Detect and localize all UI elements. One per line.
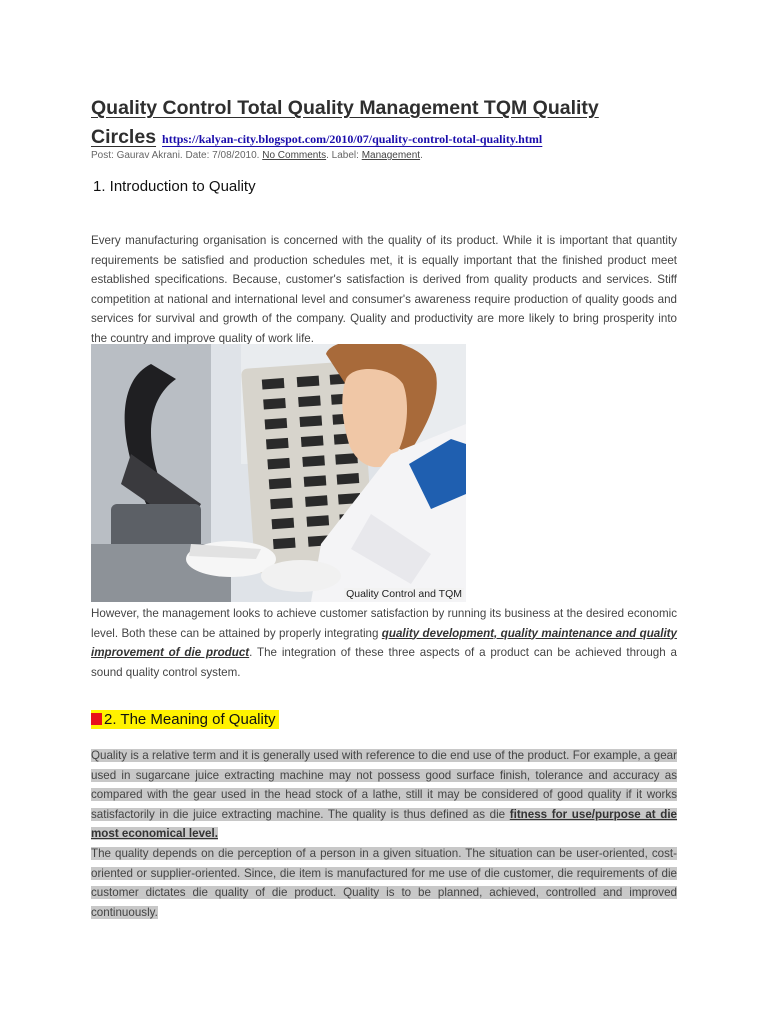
section-heading-meaning-text: 2. The Meaning of Quality bbox=[104, 711, 276, 728]
integration-text-before: However, the management looks to achieve customer satisfaction by running its business at the desired economic level. Both these can be attained by properly integrating bbox=[91, 607, 677, 640]
meaning-emphasis: fitness for use/purpose at die most economical level. bbox=[91, 807, 678, 840]
intro-paragraph: Every manufacturing organisation is concerned with the quality of its product. While it is important that quantity requirements be satisfied and production schedules met, it is equally important that the finished product meet established specifications. Because, customer's satisfaction is derived from quality products and services. Stiff competition at national and international level and consumer's awareness require production of quality goods and services for survival and growth of the company. Quality and productivity are more likely to bring prosperity into the country and improve quality of work life. bbox=[91, 234, 677, 345]
meaning-text-before: Quality is a relative term and it is generally used with reference to die end use of the product. For example, a gear used in sugarcane juice extracting machine may not possess good surface finish, tolerance and accuracy as compared with the gear used in the head stock of a lathe, still it may be considered of good quality if it works satisfactorily in die juice extracting machine. The quality is thus defined as die bbox=[91, 749, 677, 821]
meaning-paragraph-2 bbox=[91, 844, 677, 922]
title-line-1: Quality Control Total Quality Management TQM Quality bbox=[91, 97, 599, 119]
section-heading-introduction: 1. Introduction to Quality bbox=[93, 178, 256, 195]
page-title bbox=[91, 94, 691, 154]
title-line-2: Circles bbox=[91, 126, 157, 148]
quality-inspection-photo bbox=[91, 344, 466, 602]
label-link[interactable]: Management bbox=[361, 150, 421, 161]
meta-suffix: . bbox=[420, 150, 423, 161]
meta-label-prefix: . Label: bbox=[326, 150, 362, 161]
integration-paragraph bbox=[91, 604, 677, 682]
photo-illustration bbox=[91, 344, 466, 602]
source-url-link[interactable]: https://kalyan-city.blogspot.com/2010/07/quality-control-total-quality.html bbox=[162, 132, 543, 146]
integration-emphasis: quality development, quality maintenance and quality improvement of die product bbox=[91, 626, 677, 659]
section-heading-meaning bbox=[91, 710, 279, 729]
post-meta bbox=[91, 150, 423, 161]
meaning-text-2: The quality depends on die perception of a person in a given situation. The situation can be user-oriented, cost-oriented or supplier-oriented. Since, die item is manufactured for me use of die customer, die requirements of die customer dictates die quality of die product. Quality is to be planned, achieved, controlled and improved continuously. bbox=[91, 847, 677, 919]
integration-text-after: . The integration of these three aspects of a product can be achieved through a sound quality control system. bbox=[91, 646, 677, 679]
red-bullet-icon bbox=[91, 713, 102, 725]
image-caption: Quality Control and TQM bbox=[346, 588, 462, 600]
meaning-paragraph-1 bbox=[91, 746, 677, 844]
meta-prefix: Post: Gaurav Akrani. Date: 7/08/2010. bbox=[91, 150, 263, 161]
comments-link[interactable]: No Comments bbox=[262, 150, 327, 161]
